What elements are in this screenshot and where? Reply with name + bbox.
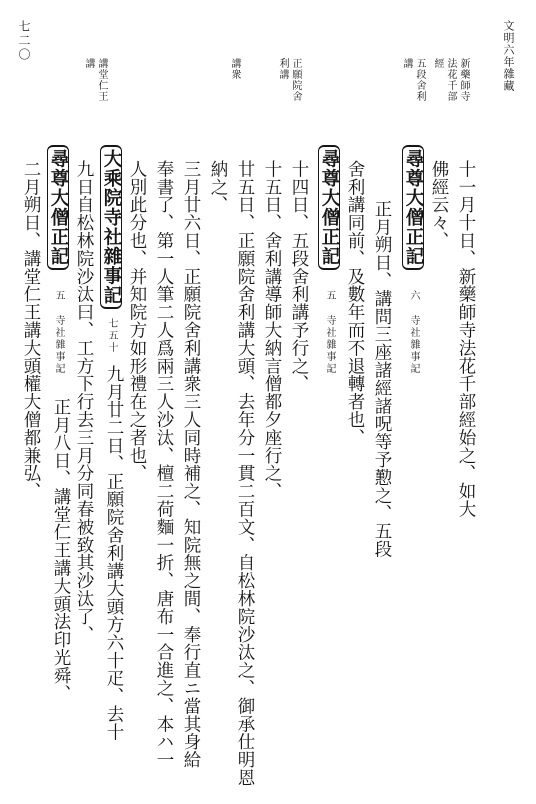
source-heading: 尋尊大僧正記 [47,145,70,270]
text-column: 十五日、舍利講導師大納言僧都夕座行之、 [262,160,282,501]
text-column: 九月廿二日、正願院舍利講大頭方六十疋、去十 [104,365,124,741]
text-column: 人別此分也、并知院方如形禮在之者也、 [127,160,147,483]
source-subtitle: 五 寺社雜事記 [53,290,64,375]
text-column: 佛經云々、 [429,160,449,250]
margin-note: 講堂仁王 [96,58,107,102]
margin-note: 五段舍利 [414,58,425,102]
margin-note: 新藥師寺 [458,58,469,102]
margin-note: 講 [401,58,412,69]
margin-note: 經 [432,58,443,69]
source-heading: 尋尊大僧正記 [402,145,425,270]
margin-note: 講 [83,58,94,69]
text-column: 廿五日、正願院舍利講大頭、去年分一貫二百文、自松林院沙汰之、御承仕明恩 [235,160,255,787]
margin-note: 法花千部 [445,58,456,102]
text-column: 奉書了、第一人筆二人爲兩三人沙汰、檀二荷麵一折、唐布一合進之、本ハ一 [154,160,174,769]
source-heading: 大乘院寺社雜事記 [100,145,123,309]
text-column: 十一月十日、新藥師寺法花千部經始之、如大 [456,160,476,518]
text-column: 三月廿六日、正願院舍利講衆三人同時補之、知院無之間、奉行直ニ當其身給 [181,160,201,769]
source-subtitle: 六 寺社雜事記 [408,290,419,375]
margin-note: 正願院舍 [290,58,301,102]
text-column: 舍利講同前、及數年而不退轉者也、 [345,160,365,447]
page-number: 七二〇 [17,20,31,62]
text-column: 納之、 [208,160,228,214]
text-column: 九日自松林院沙汰曰、工方下行去三月分同春被致其沙汰了、 [74,160,94,644]
text-column: 十四日、五段舍利講予行之、 [289,160,309,393]
source-subtitle: 七五十 [106,318,117,354]
running-head: 文明六年雜藏 [502,20,515,92]
text-column: 正月朔日、講問三座諸經諸呪等予懃之、五段 [372,200,392,558]
source-subtitle: 五 寺社雜事記 [324,290,335,375]
margin-note: 利講 [277,58,288,80]
text-column: 二月朔日、講堂仁王講大頭權大僧都兼弘、 [21,160,41,501]
source-heading: 尋尊大僧正記 [318,145,341,270]
text-column: 正月八日、講堂仁王講大頭法印光舜、 [51,398,71,703]
margin-note: 講衆 [229,58,240,80]
